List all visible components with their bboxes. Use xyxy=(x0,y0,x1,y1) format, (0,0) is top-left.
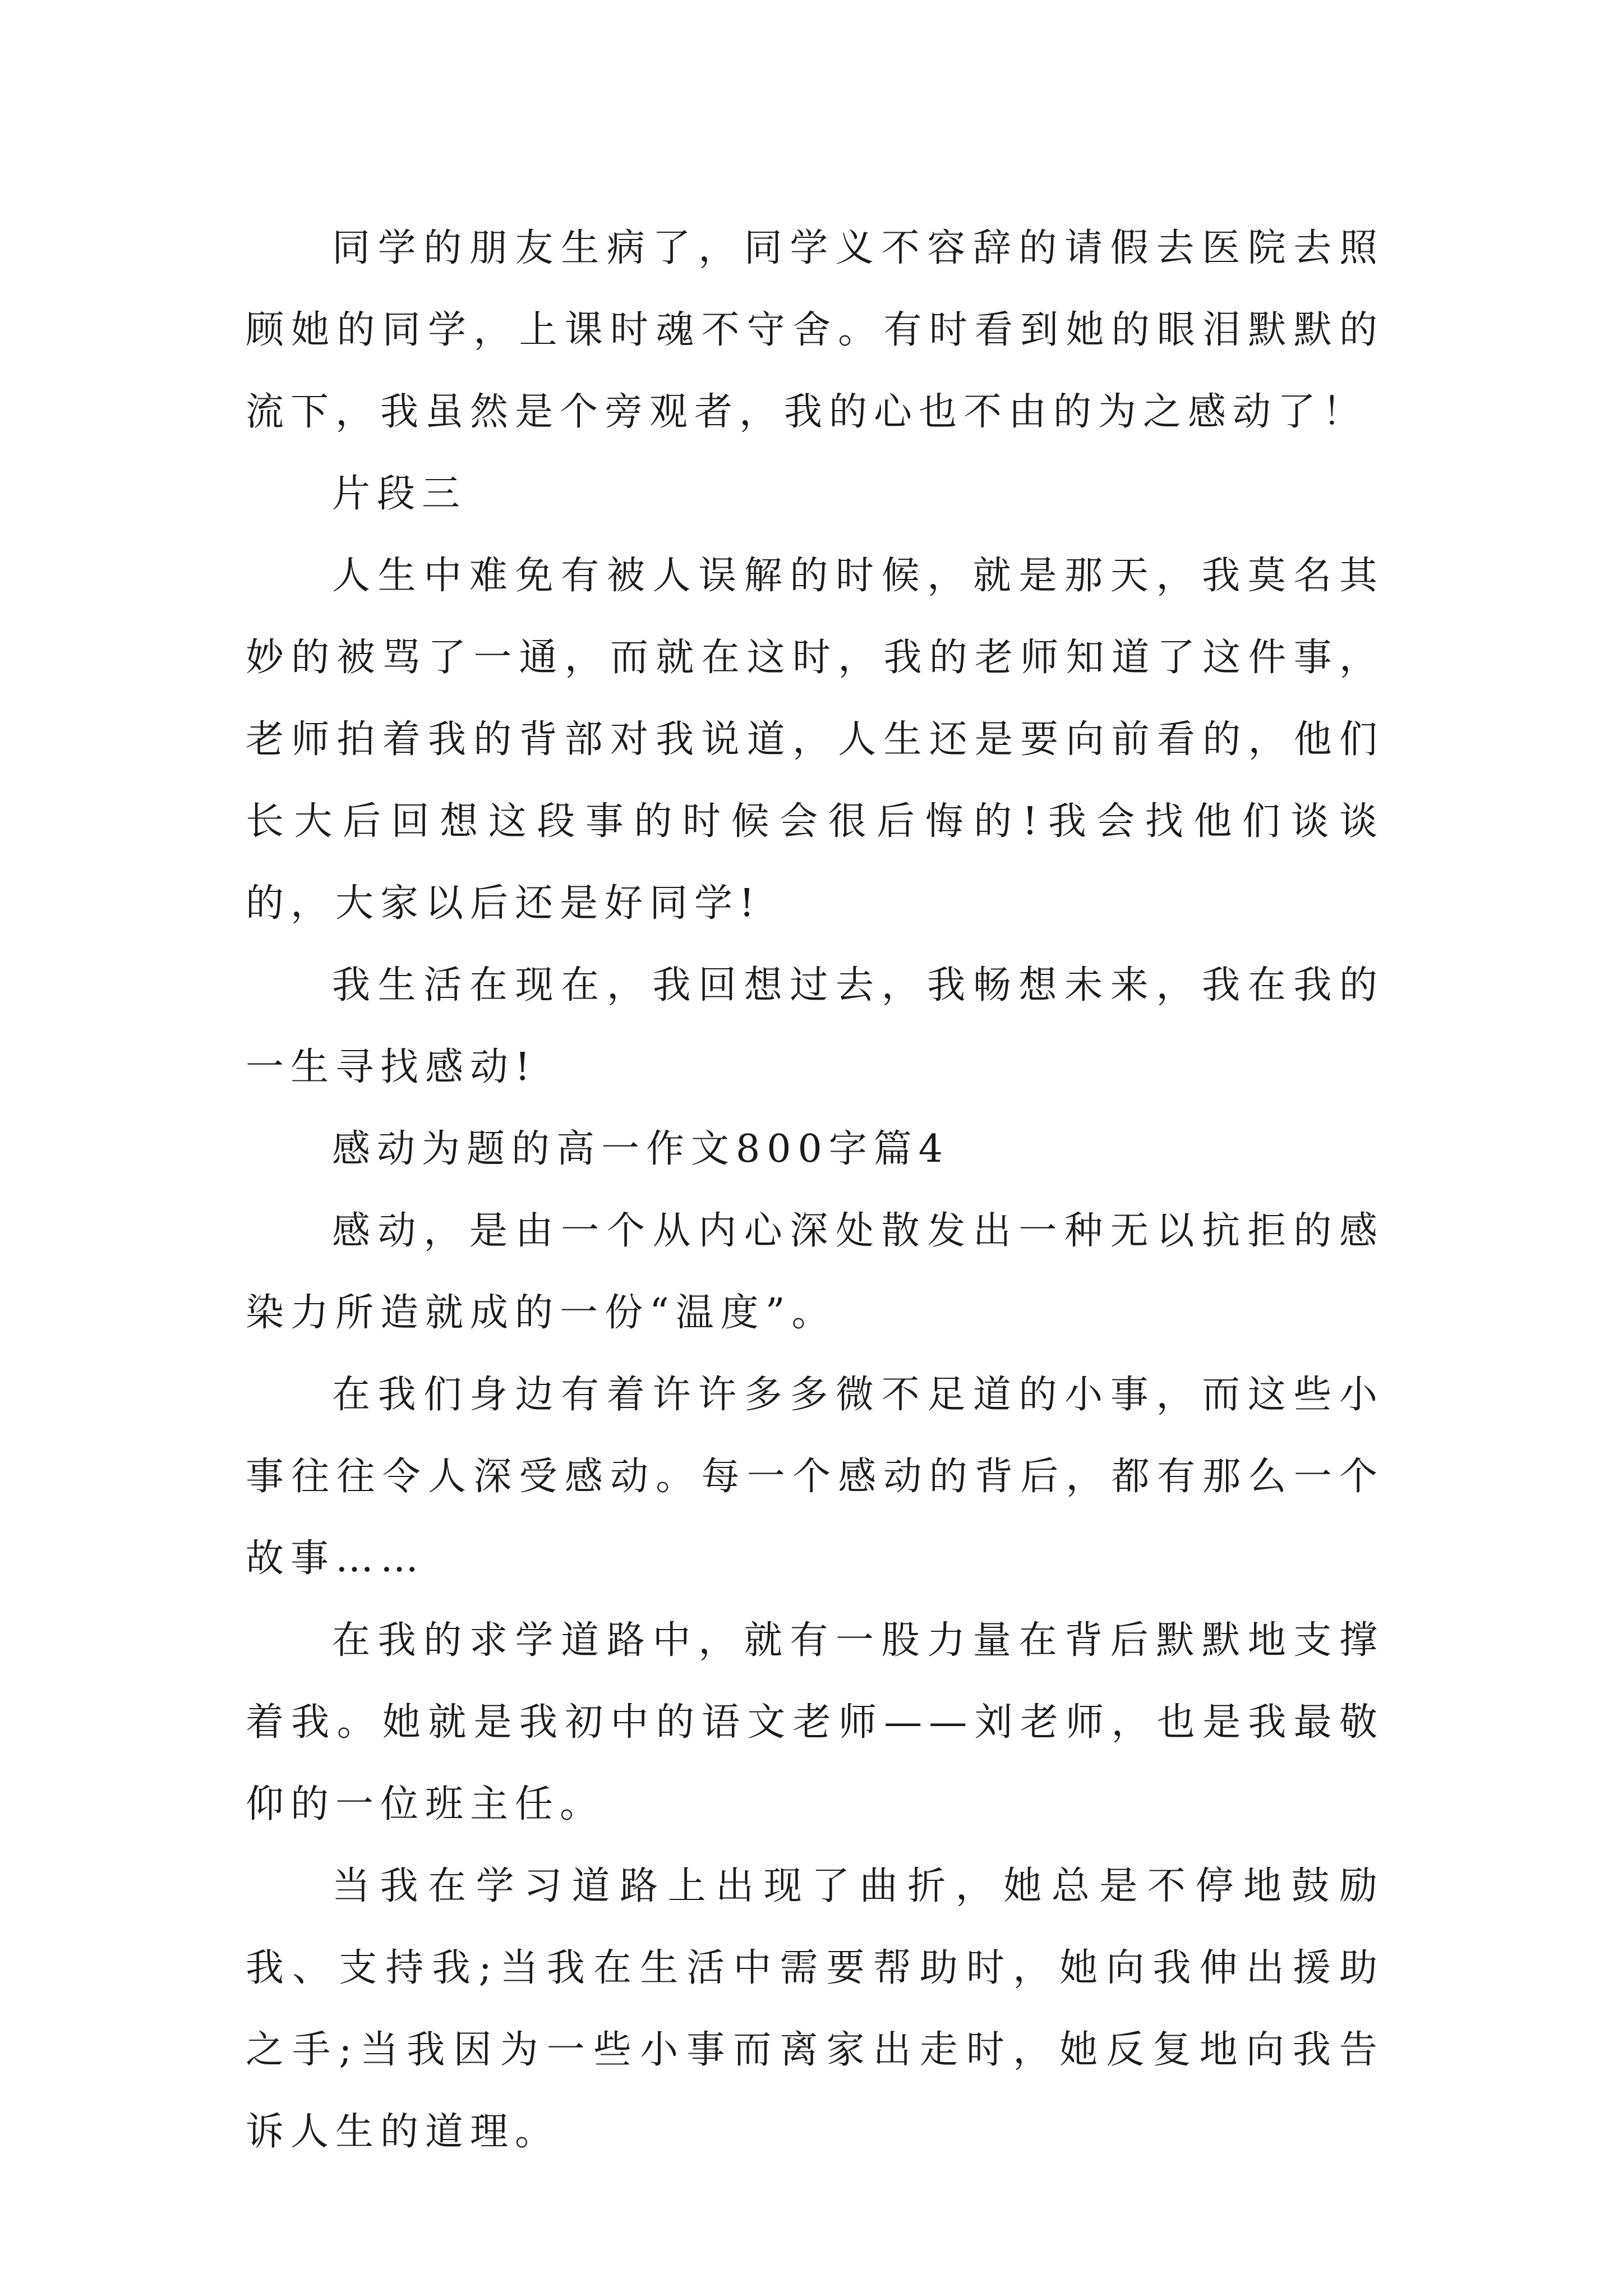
essay-title-4: 感动为题的高一作文800字篇4 xyxy=(332,1127,950,1171)
section-heading-fragment-three: 片段三 xyxy=(332,472,467,516)
paragraph-5: 在我们身边有着许许多多微不足道的小事，而这些小事往往令人深受感动。每一个感动的背后，都有那么一个故事…… xyxy=(246,1373,1384,1581)
document-body xyxy=(246,208,1384,2173)
paragraph-1: 同学的朋友生病了，同学义不容辞的请假去医院去照顾她的同学，上课时魂不守舍。有时看到她的眼泪默默的流下，我虽然是个旁观者，我的心也不由的为之感动了！ xyxy=(246,226,1384,434)
paragraph-3: 我生活在现在，我回想过去，我畅想未来，我在我的一生寻找感动! xyxy=(246,963,1384,1089)
paragraph-4: 感动，是由一个从内心深处散发出一种无以抗拒的感染力所造就成的一份“温度”。 xyxy=(246,1209,1384,1335)
paragraph-2: 人生中难免有被人误解的时候，就是那天，我莫名其妙的被骂了一通，而就在这时，我的老师知道了这件事，老师拍着我的背部对我说道，人生还是要向前看的，他们长大后回想这段事的时候会很后悔的!我会找他们谈谈的，大家以后还是好同学! xyxy=(246,554,1384,926)
paragraph-7: 当我在学习道路上出现了曲折，她总是不停地鼓励我、支持我;当我在生活中需要帮助时，她向我伸出援助之手;当我因为一些小事而离家出走时，她反复地向我告诉人生的道理。 xyxy=(246,1864,1384,2154)
paragraph-6: 在我的求学道路中，就有一股力量在背后默默地支撑着我。她就是我初中的语文老师——刘老师，也是我最敬仰的一位班主任。 xyxy=(246,1618,1384,1826)
